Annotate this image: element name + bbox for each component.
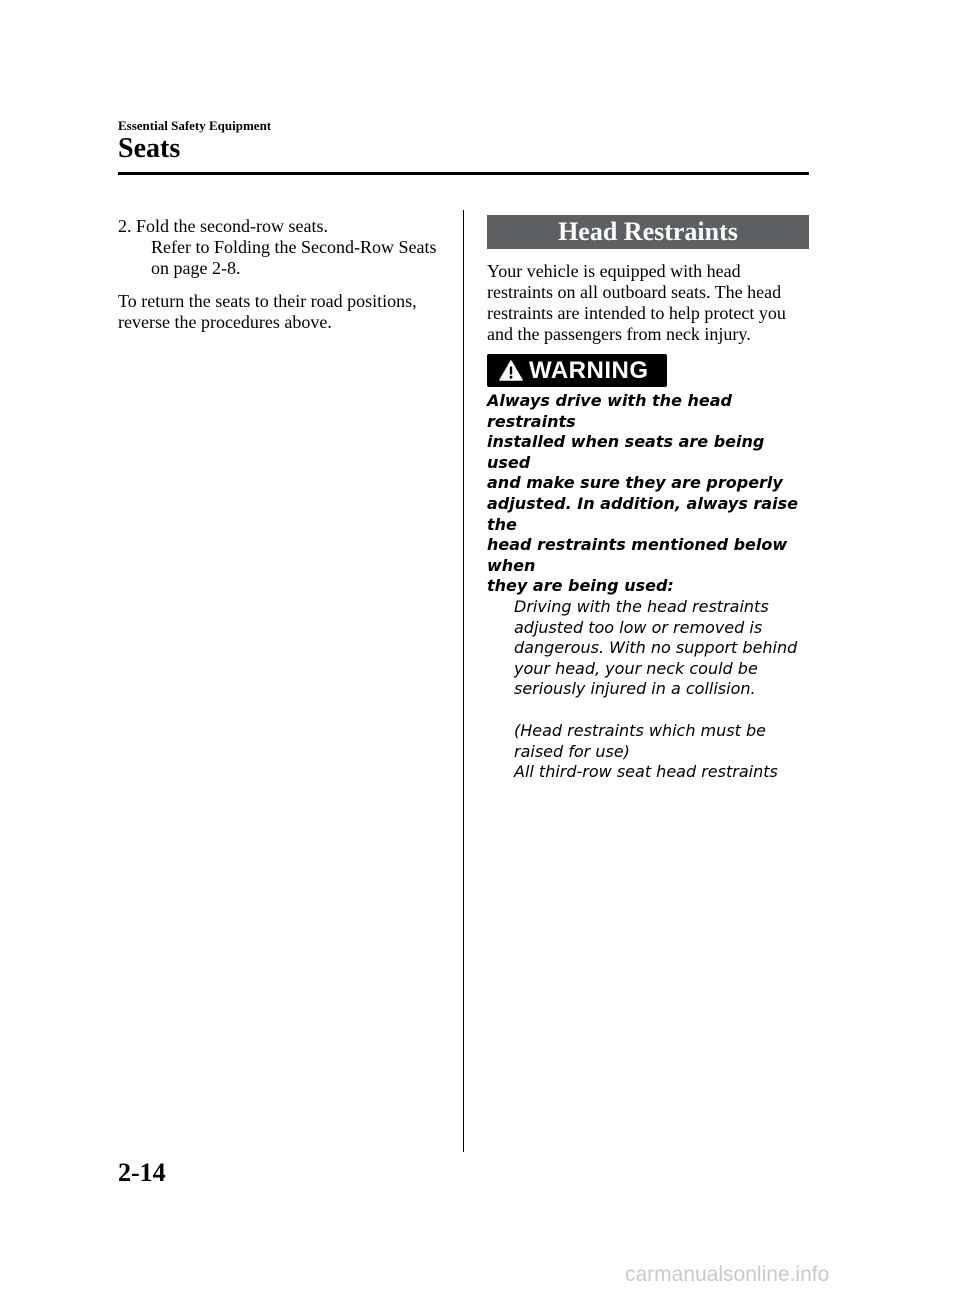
paragraph-line: restraints are intended to help protect you (487, 303, 786, 323)
warning-statement (487, 391, 809, 597)
step-reference-line: Refer to Folding the Second-Row Seats (151, 237, 437, 257)
column-divider (463, 210, 464, 1152)
warning-line: All third-row seat head restraints (514, 762, 778, 782)
warning-line: Always drive with the head restraints (487, 391, 732, 431)
watermark: carmanualsonline.info (625, 1263, 830, 1286)
warning-badge (487, 354, 667, 387)
step-reference (118, 237, 448, 279)
step-reference-line: on page 2-8. (151, 258, 241, 278)
paragraph-line: and the passengers from neck injury. (487, 324, 751, 344)
paragraph-line: To return the seats to their road positions, (118, 291, 417, 311)
warning-line: seriously injured in a collision. (514, 679, 756, 699)
warning-line: Driving with the head restraints (514, 596, 769, 616)
section-heading: Head Restraints (487, 215, 809, 249)
paragraph-line: restraints on all outboard seats. The head (487, 282, 782, 302)
warning-triangle-icon (499, 360, 523, 381)
title-rule (118, 172, 809, 175)
warning-detail (487, 597, 809, 783)
warning-text (487, 391, 809, 783)
warning-line: (Head restraints which must be (514, 720, 766, 740)
paragraph-line: Your vehicle is equipped with head (487, 261, 741, 281)
step-number: 2. (118, 216, 132, 236)
page-title: Seats (118, 133, 181, 164)
section-label: Essential Safety Equipment (118, 118, 272, 133)
step-text: Fold the second-row seats. (136, 216, 328, 236)
warning-line: adjusted. In addition, always raise the (487, 493, 798, 534)
step-main-line (118, 216, 448, 237)
warning-line: they are being used: (487, 576, 674, 596)
step-item (118, 216, 448, 279)
spacer (514, 700, 809, 721)
intro-paragraph (487, 261, 809, 345)
warning-line: and make sure they are properly (487, 473, 783, 493)
warning-line: adjusted too low or removed is (514, 617, 763, 637)
warning-line: your head, your neck could be (514, 658, 758, 678)
warning-line: dangerous. With no support behind (514, 638, 798, 658)
page-number: 2-14 (118, 1158, 166, 1187)
warning-line: head restraints mentioned below when (487, 535, 788, 575)
return-paragraph (118, 291, 448, 333)
warning-line: installed when seats are being used (487, 432, 765, 472)
warning-label: WARNING (529, 356, 649, 384)
paragraph-line: reverse the procedures above. (118, 312, 332, 332)
warning-line: raised for use) (514, 741, 630, 761)
